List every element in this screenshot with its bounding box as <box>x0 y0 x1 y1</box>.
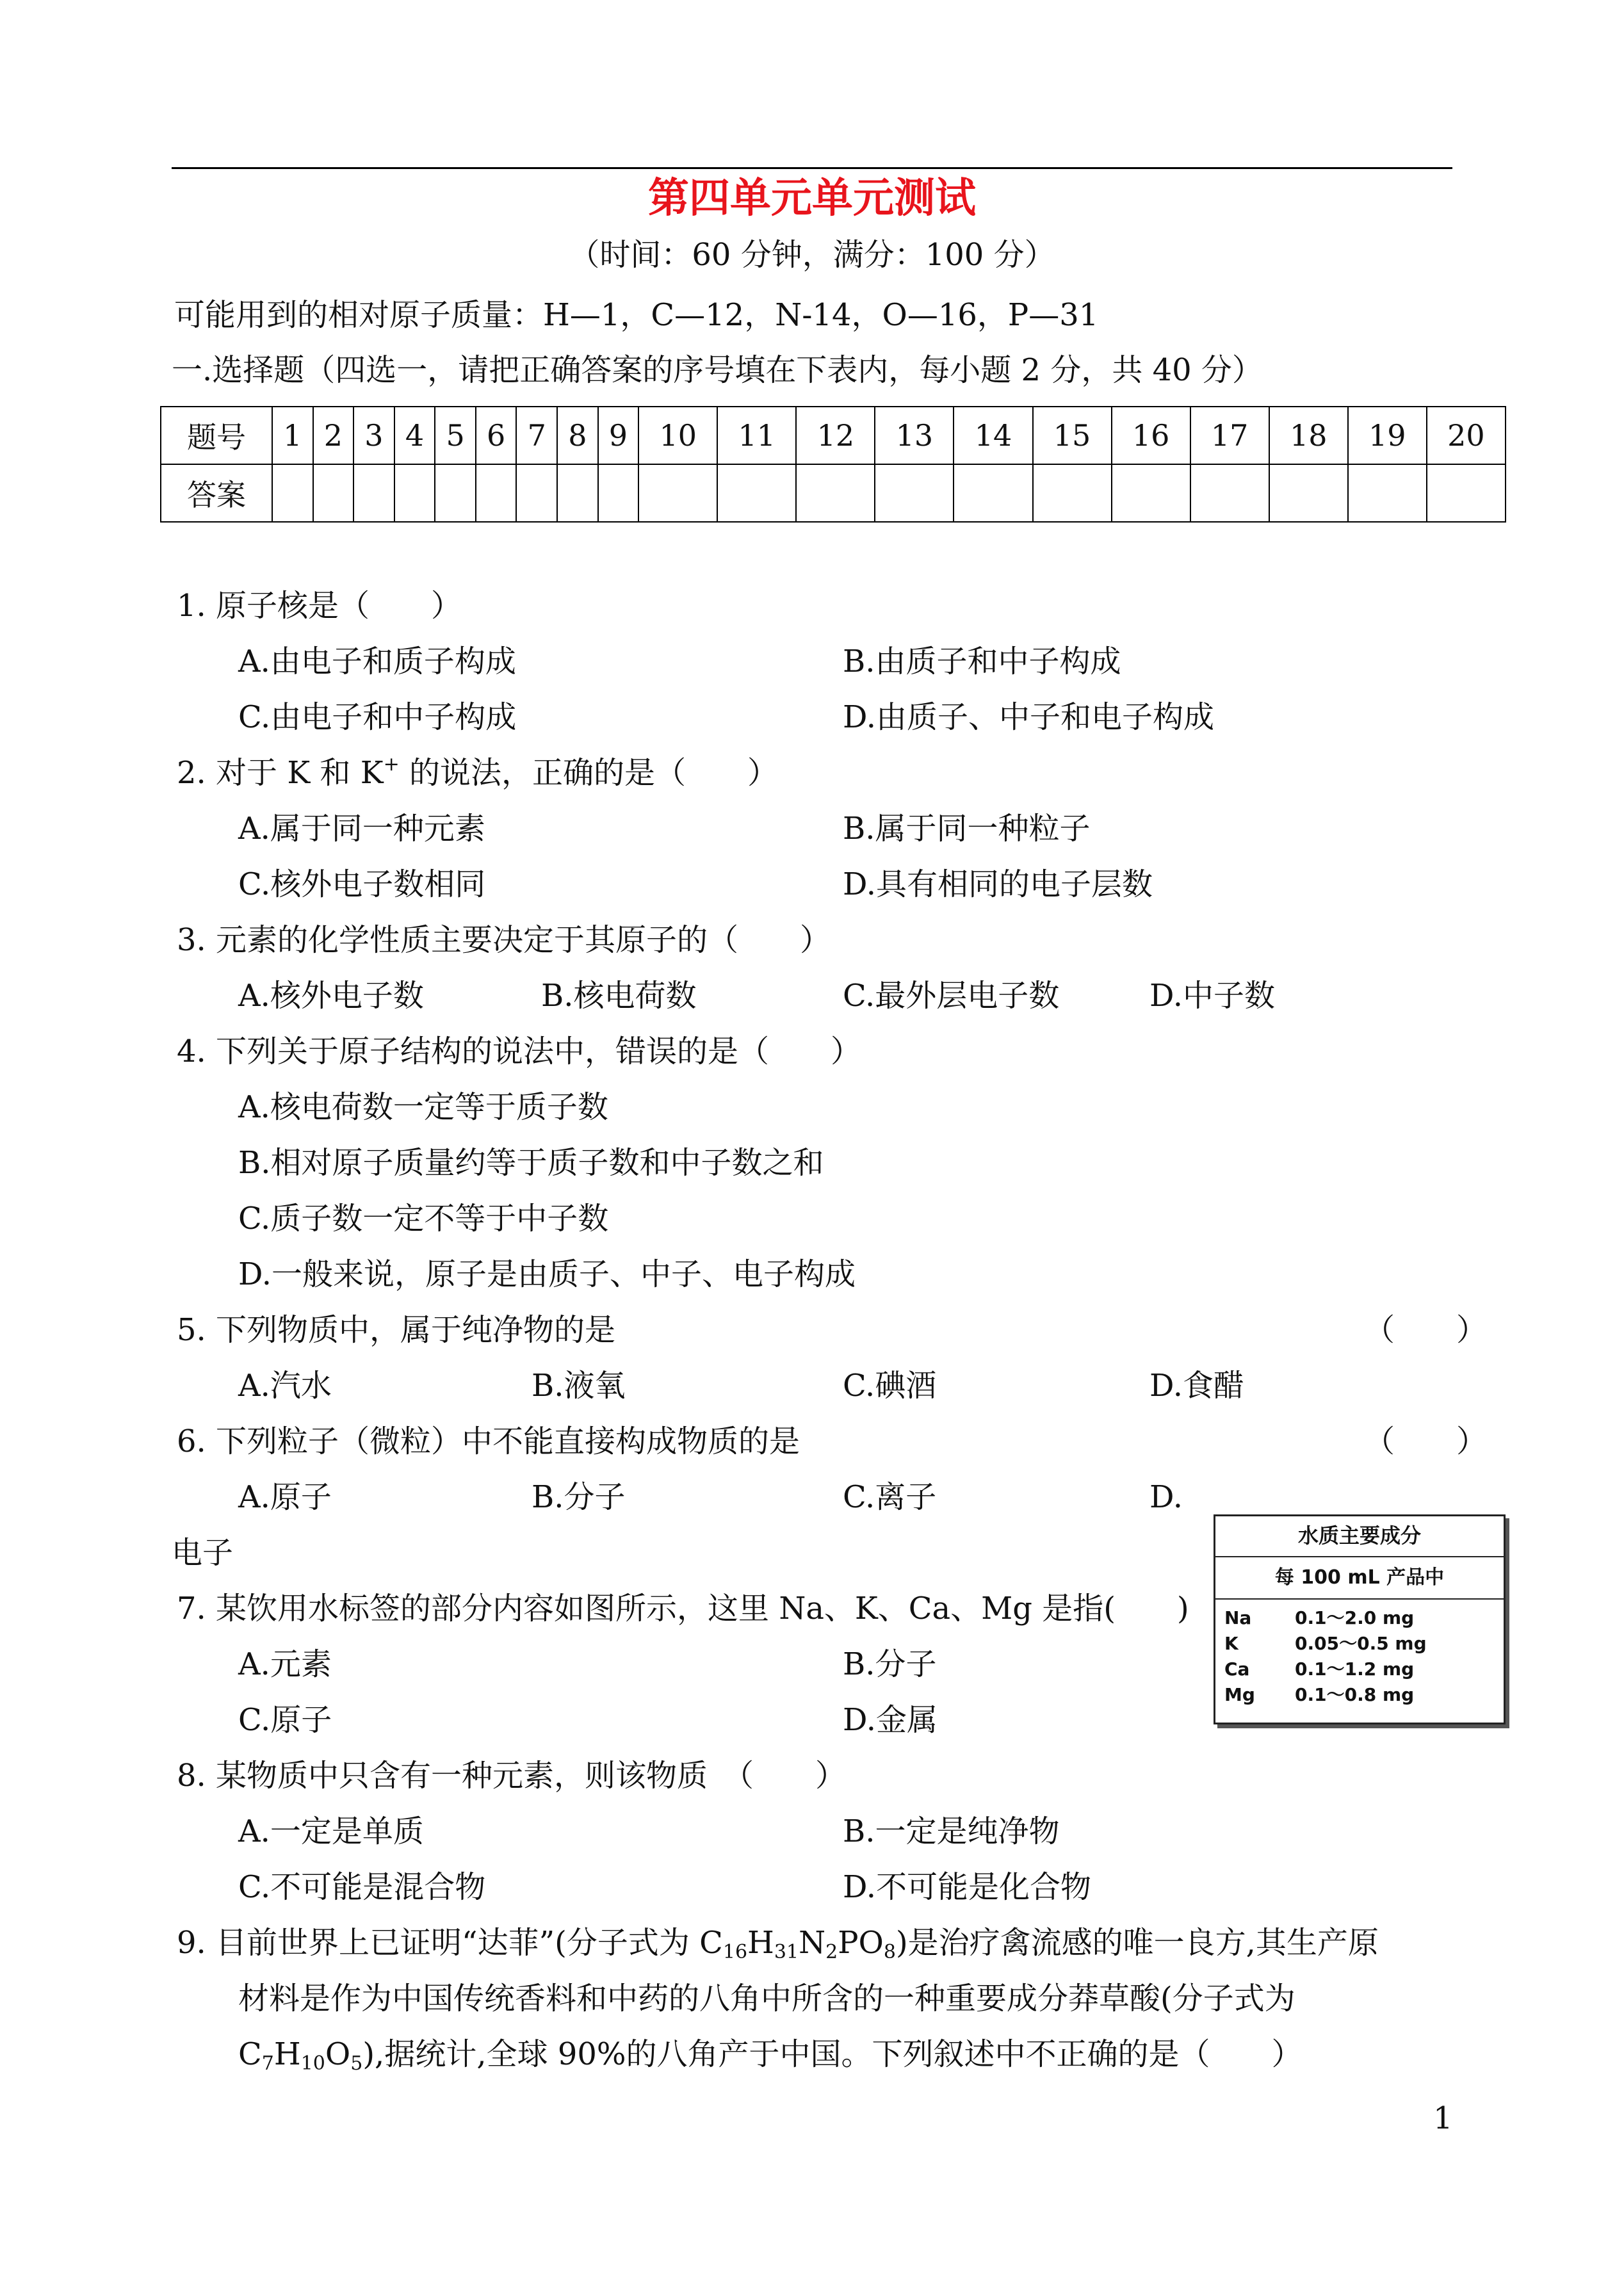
atomic-masses-line: 可能用到的相对原子质量：H—1，C—12，N-14，O—16，P—31 <box>174 297 1099 333</box>
q1-option-c[interactable]: C.由电子和中子构成 <box>238 699 517 735</box>
answer-cell[interactable] <box>1033 464 1112 522</box>
q5-option-c[interactable]: C.碘酒 <box>843 1368 937 1404</box>
table-cell: 8 <box>557 407 598 464</box>
element-amount: 0.1～2.0 mg <box>1295 1607 1415 1628</box>
answer-cell[interactable] <box>598 464 639 522</box>
table-cell: 4 <box>394 407 435 464</box>
q9-subscript: 8 <box>883 1941 896 1963</box>
question-9-line-3 <box>238 2035 1303 2073</box>
top-rule <box>172 167 1452 169</box>
q7-option-c[interactable]: C.原子 <box>238 1702 332 1738</box>
exam-info: （时间：60 分钟，满分：100 分） <box>569 237 1055 273</box>
table-cell: 5 <box>435 407 476 464</box>
element-symbol: Na <box>1224 1607 1252 1628</box>
q8-option-b[interactable]: B.一定是纯净物 <box>843 1813 1060 1849</box>
q7-option-a[interactable]: A.元素 <box>238 1646 332 1682</box>
q1-option-b[interactable]: B.由质子和中子构成 <box>843 644 1121 679</box>
element-symbol: K <box>1224 1633 1238 1654</box>
divider <box>1215 1556 1504 1557</box>
answer-cell[interactable] <box>717 464 796 522</box>
section-heading: 一.选择题（四选一，请把正确答案的序号填在下表内，每小题 2 分，共 40 分） <box>172 352 1263 388</box>
answer-cell[interactable] <box>435 464 476 522</box>
q3-option-a[interactable]: A.核外电子数 <box>238 978 424 1014</box>
answer-cell[interactable] <box>476 464 517 522</box>
answer-cell[interactable] <box>1427 464 1506 522</box>
q1-option-a[interactable]: A.由电子和质子构成 <box>238 644 516 679</box>
q4-option-d[interactable]: D.一般来说，原子是由质子、中子、电子构成 <box>238 1256 856 1292</box>
q4-option-a[interactable]: A.核电荷数一定等于质子数 <box>238 1089 608 1125</box>
table-cell: 14 <box>954 407 1032 464</box>
q4-option-b[interactable]: B.相对原子质量约等于质子数和中子数之和 <box>238 1145 824 1181</box>
table-cell: 3 <box>353 407 394 464</box>
element-amount: 0.1～0.8 mg <box>1295 1684 1415 1705</box>
question-8-stem: 8. 某物质中只含有一种元素，则该物质 （ ） <box>177 1758 847 1794</box>
q5-option-b[interactable]: B.液氧 <box>532 1368 626 1404</box>
q5-option-a[interactable]: A.汽水 <box>238 1368 332 1404</box>
q3-option-d[interactable]: D.中子数 <box>1149 978 1276 1014</box>
answer-cell[interactable] <box>353 464 394 522</box>
question-6-stem: 6. 下列粒子（微粒）中不能直接构成物质的是 <box>177 1423 800 1459</box>
q2-option-d[interactable]: D.具有相同的电子层数 <box>843 866 1153 902</box>
q2-option-b[interactable]: B.属于同一种粒子 <box>843 811 1091 847</box>
answer-cell[interactable] <box>516 464 557 522</box>
q7-option-d[interactable]: D.金属 <box>843 1702 938 1738</box>
q9-subscript: 10 <box>300 2052 325 2075</box>
q9-text: ),据统计,全球 90%的八角产于中国。下列叙述中不正确的是（ ） <box>362 2036 1303 2072</box>
answer-cell[interactable] <box>394 464 435 522</box>
q2-option-c[interactable]: C.核外电子数相同 <box>238 866 486 902</box>
table-cell: 2 <box>313 407 354 464</box>
answer-cell[interactable] <box>313 464 354 522</box>
q2-stem-charge: + <box>383 753 400 775</box>
q9-formula-part: PO <box>838 1925 884 1961</box>
element-symbol: Ca <box>1224 1658 1250 1680</box>
q2-option-a[interactable]: A.属于同一种元素 <box>238 811 485 847</box>
page-number: 1 <box>1433 2100 1453 2136</box>
table-cell: 11 <box>717 407 796 464</box>
q9-subscript: 31 <box>774 1941 799 1963</box>
q1-option-d[interactable]: D.由质子、中子和电子构成 <box>843 699 1215 735</box>
table-cell: 15 <box>1033 407 1112 464</box>
water-label-title: 水质主要成分 <box>1297 1523 1421 1548</box>
q6-option-d-label[interactable]: D. <box>1149 1479 1183 1515</box>
q8-option-d[interactable]: D.不可能是化合物 <box>843 1869 1092 1905</box>
q8-option-a[interactable]: A.一定是单质 <box>238 1813 424 1849</box>
question-1-stem: 1. 原子核是（ ） <box>177 588 462 624</box>
question-2-stem <box>177 754 778 792</box>
row-label-number: 题号 <box>161 407 272 464</box>
q3-option-c[interactable]: C.最外层电子数 <box>843 978 1060 1014</box>
answer-cell[interactable] <box>272 464 313 522</box>
element-amount: 0.05～0.5 mg <box>1295 1633 1427 1654</box>
table-cell: 12 <box>796 407 875 464</box>
water-label-row <box>1224 1606 1493 1630</box>
q6-answer-paren: （ ） <box>1364 1423 1488 1459</box>
answer-cell[interactable] <box>796 464 875 522</box>
table-cell: 7 <box>516 407 557 464</box>
q9-formula-part: H <box>747 1925 774 1961</box>
q9-subscript: 16 <box>722 1941 748 1963</box>
q9-text: )是治疗禽流感的唯一良方,其生产原 <box>895 1925 1379 1961</box>
element-amount: 0.1～1.2 mg <box>1295 1658 1415 1680</box>
q9-formula-part: H <box>273 2036 301 2072</box>
water-label-subtitle: 每 100 mL 产品中 <box>1274 1566 1445 1589</box>
q9-subscript: 7 <box>261 2052 274 2075</box>
table-cell: 20 <box>1427 407 1506 464</box>
q3-option-b[interactable]: B.核电荷数 <box>541 978 697 1014</box>
q6-option-a[interactable]: A.原子 <box>238 1479 332 1515</box>
q9-formula-part: C <box>238 2036 262 2072</box>
q2-stem-post: 的说法，正确的是（ ） <box>399 755 778 791</box>
table-cell: 1 <box>272 407 313 464</box>
table-row <box>161 464 1506 522</box>
q6-option-b[interactable]: B.分子 <box>532 1479 626 1515</box>
answer-cell[interactable] <box>557 464 598 522</box>
water-label-row <box>1224 1683 1493 1707</box>
table-row <box>161 407 1506 464</box>
answer-cell[interactable] <box>638 464 717 522</box>
q2-stem-pre: 2. 对于 K 和 K <box>177 755 384 791</box>
q6-option-d-text[interactable]: 电子 <box>172 1535 234 1571</box>
q5-answer-paren: （ ） <box>1364 1312 1488 1348</box>
row-label-answer: 答案 <box>161 464 272 522</box>
answer-cell[interactable] <box>1190 464 1269 522</box>
q5-option-d[interactable]: D.食醋 <box>1149 1368 1245 1404</box>
question-9-line-1 <box>177 1924 1379 1962</box>
table-cell: 10 <box>638 407 717 464</box>
table-cell: 9 <box>598 407 639 464</box>
answer-cell[interactable] <box>1348 464 1427 522</box>
answer-cell[interactable] <box>954 464 1032 522</box>
question-9-line-2: 材料是作为中国传统香料和中药的八角中所含的一种重要成分莽草酸(分子式为 <box>238 1981 1295 2016</box>
page-title: 第四单元单元测试 <box>648 175 976 222</box>
answer-table <box>160 406 1506 523</box>
water-label-row <box>1224 1632 1493 1656</box>
answer-cell[interactable] <box>1112 464 1190 522</box>
table-cell: 18 <box>1269 407 1348 464</box>
q7-option-b[interactable]: B.分子 <box>843 1646 937 1682</box>
q9-text: 9. 目前世界上已证明“达菲”(分子式为 C <box>177 1925 723 1961</box>
q9-subscript: 5 <box>350 2052 363 2075</box>
table-cell: 13 <box>875 407 954 464</box>
answer-cell[interactable] <box>875 464 954 522</box>
question-4-stem: 4. 下列关于原子结构的说法中，错误的是（ ） <box>177 1034 862 1069</box>
question-5-stem: 5. 下列物质中，属于纯净物的是 <box>177 1312 616 1348</box>
table-cell: 16 <box>1112 407 1190 464</box>
q9-formula-part: O <box>325 2036 351 2072</box>
water-label-image <box>1214 1514 1506 1724</box>
q4-option-c[interactable]: C.质子数一定不等于中子数 <box>238 1201 609 1237</box>
table-cell: 19 <box>1348 407 1427 464</box>
table-cell: 6 <box>476 407 517 464</box>
question-3-stem: 3. 元素的化学性质主要决定于其原子的（ ） <box>177 922 831 958</box>
answer-cell[interactable] <box>1269 464 1348 522</box>
element-symbol: Mg <box>1224 1684 1255 1705</box>
divider <box>1215 1598 1504 1600</box>
question-7-stem: 7. 某饮用水标签的部分内容如图所示，这里 Na、K、Ca、Mg 是指( ) <box>177 1591 1189 1626</box>
q9-formula-part: N <box>799 1925 826 1961</box>
table-cell: 17 <box>1190 407 1269 464</box>
q6-option-c[interactable]: C.离子 <box>843 1479 937 1515</box>
q9-subscript: 2 <box>825 1941 838 1963</box>
q8-option-c[interactable]: C.不可能是混合物 <box>238 1869 486 1905</box>
water-label-row <box>1224 1657 1493 1682</box>
